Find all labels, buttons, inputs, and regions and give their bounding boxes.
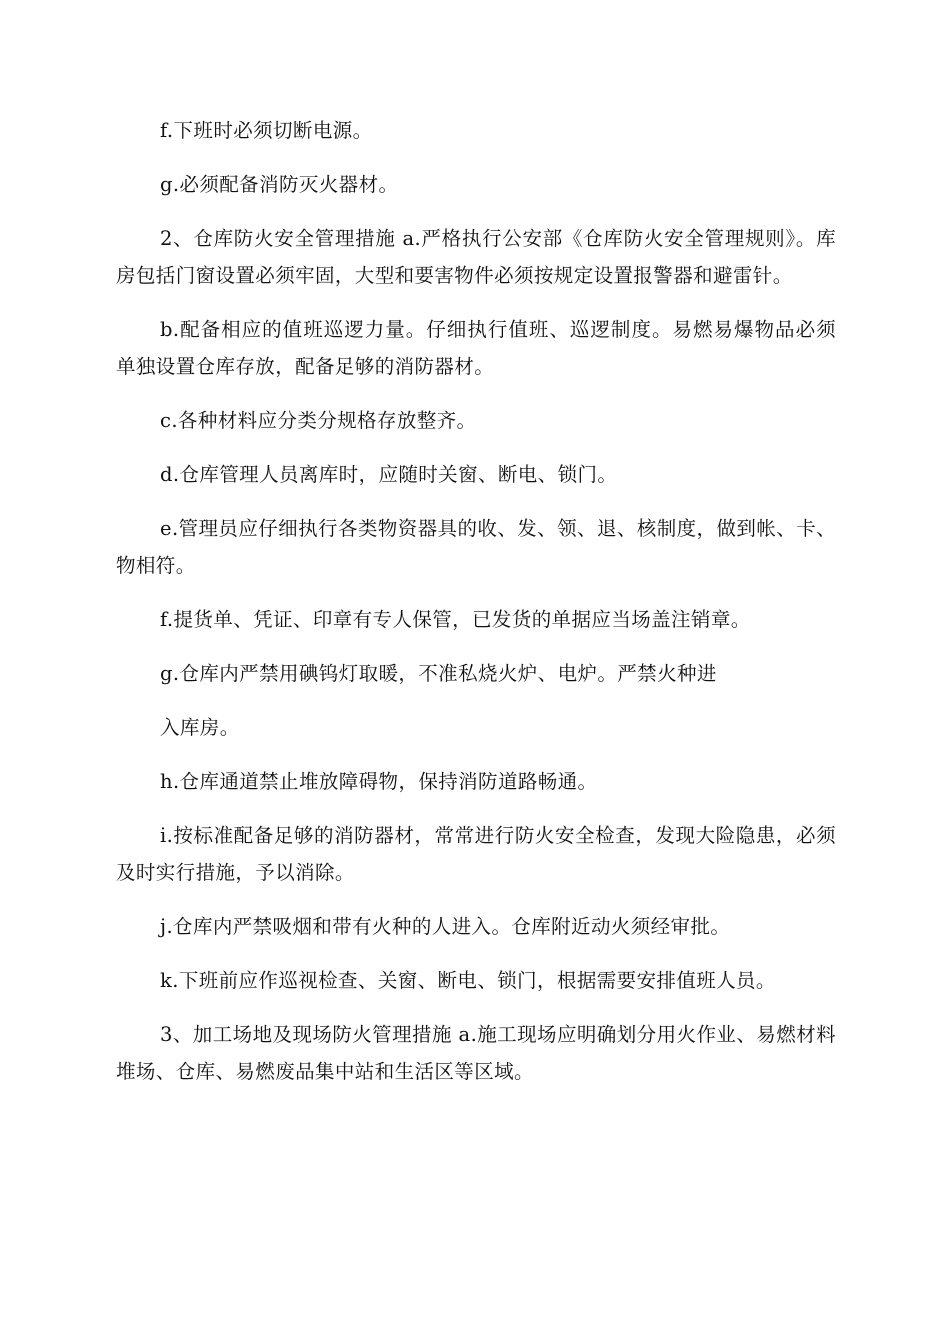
paragraph-c-storage: c.各种材料应分类分规格存放整齐。: [160, 409, 477, 432]
paragraph-g-fire-equipment: g.必须配备消防灭火器材。: [160, 173, 399, 196]
paragraph-h-passage: h.仓库通道禁止堆放障碍物，保持消防道路畅通。: [160, 770, 598, 793]
paragraph-j-smoking: j.仓库内严禁吸烟和带有火种的人进入。仓库附近动火须经审批。: [160, 915, 731, 938]
paragraph-e-inventory: e.管理员应仔细执行各类物资器具的收、发、领、退、核制度，做到帐、卡、物相符。: [116, 517, 836, 577]
paragraph-g-continuation: 入库房。: [160, 716, 240, 739]
paragraph-3-site-measures: 3、加工场地及现场防火管理措施 a.施工现场应明确划分用火作业、易燃材料堆场、仓库、易燃废品集中站和生活区等区域。: [116, 1023, 836, 1083]
paragraph-i-inspection: i.按标准配备足够的消防器材，常常进行防火安全检查，发现大险隐患，必须及时实行措施，予以消除。: [116, 824, 836, 884]
paragraph-b-patrol: b.配备相应的值班巡逻力量。仔细执行值班、巡逻制度。易燃易爆物品必须单独设置仓库存放，配备足够的消防器材。: [116, 318, 836, 378]
paragraph-g-heating: g.仓库内严禁用碘钨灯取暖，不准私烧火炉、电炉。严禁火种进: [160, 662, 717, 685]
document-body: [116, 112, 836, 1107]
paragraph-d-leaving: d.仓库管理人员离库时，应随时关窗、断电、锁门。: [160, 463, 618, 486]
paragraph-k-patrol-check: k.下班前应作巡视检查、关窗、断电、锁门，根据需要安排值班人员。: [160, 969, 776, 992]
paragraph-f-power-off: f.下班时必须切断电源。: [160, 119, 373, 142]
paragraph-f-documents: f.提货单、凭证、印章有专人保管，已发货的单据应当场盖注销章。: [160, 608, 751, 631]
paragraph-2-warehouse-measures: 2、仓库防火安全管理措施 a.严格执行公安部《仓库防火安全管理规则》。库房包括门窗设置必须牢固，大型和要害物件必须按规定设置报警器和避雷针。: [116, 227, 836, 287]
